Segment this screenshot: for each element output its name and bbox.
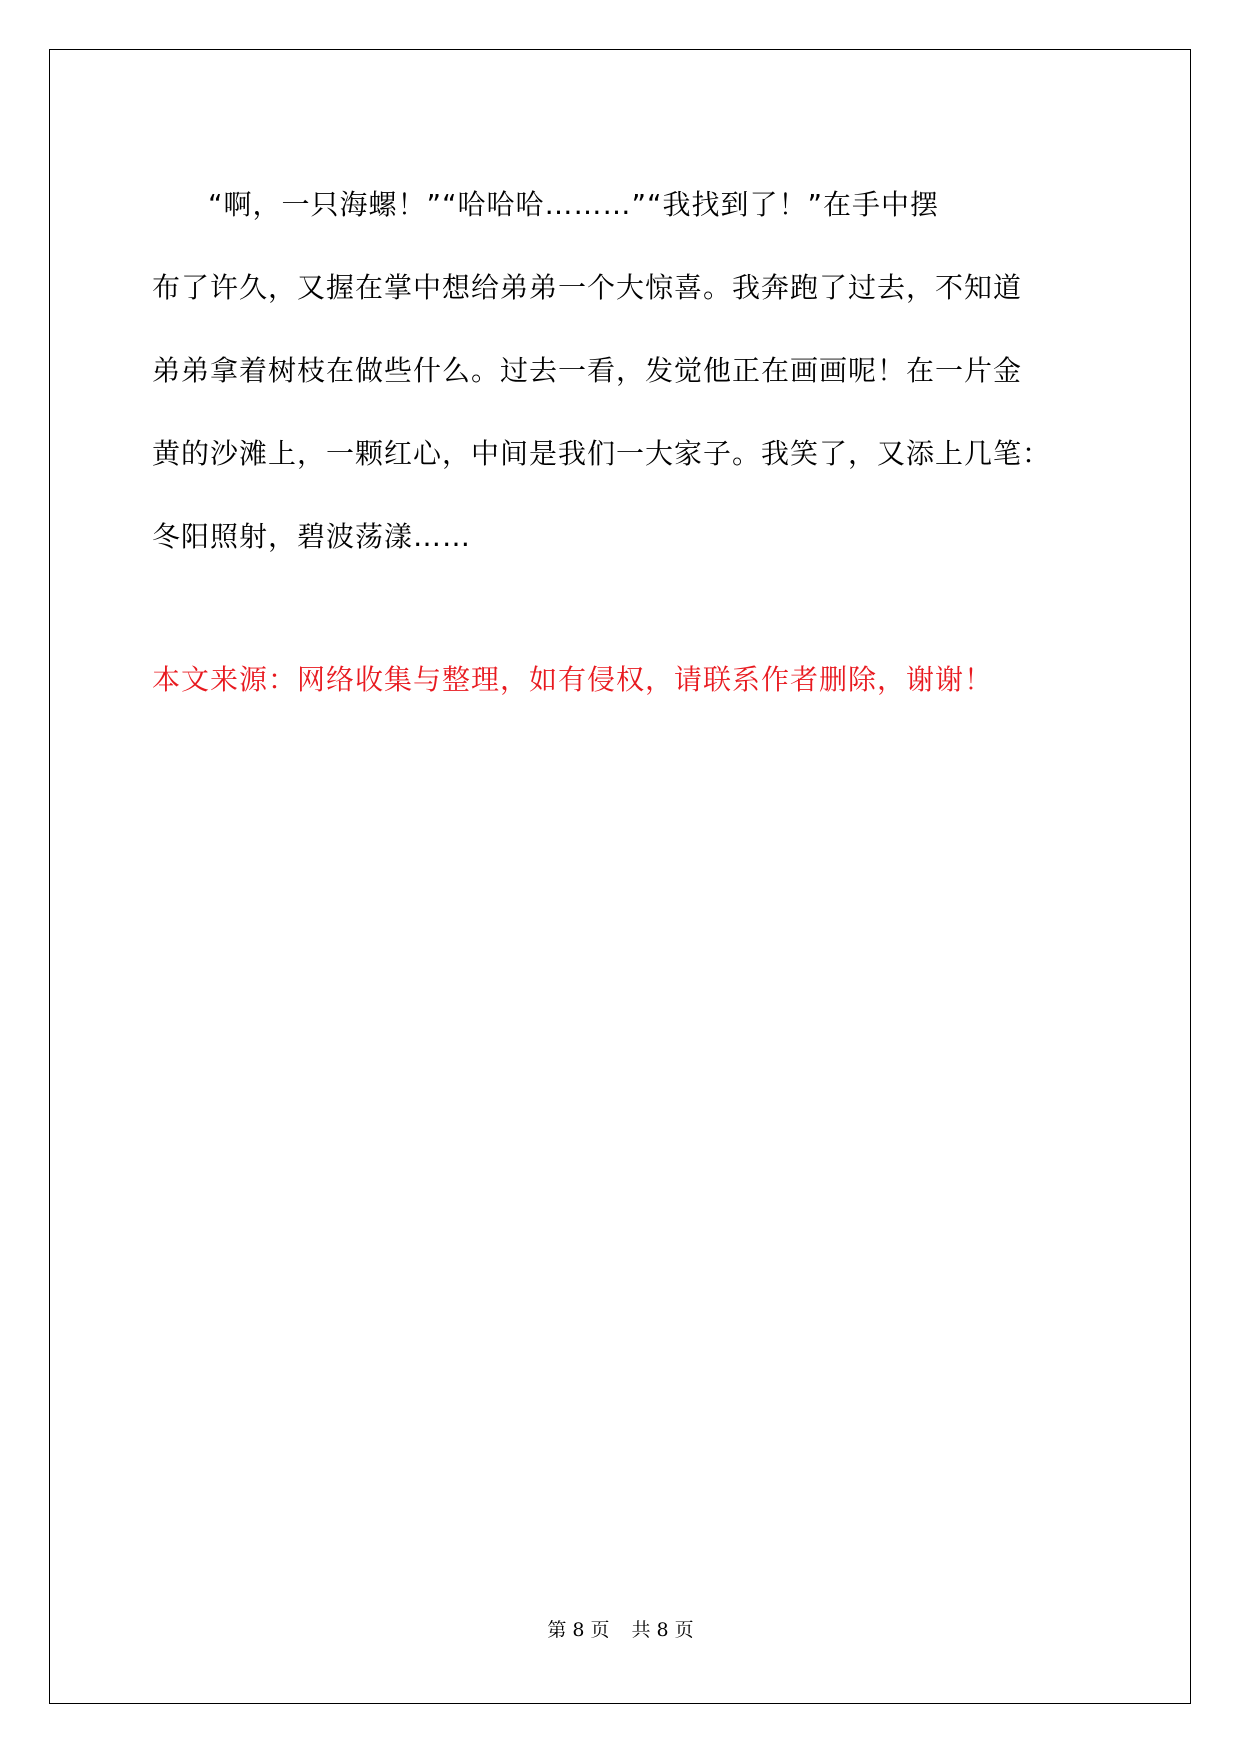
paragraph-line: “啊，一只海螺！”“哈哈哈………”“我找到了！”在手中摆: [208, 188, 940, 221]
paragraph-line: 弟弟拿着树枝在做些什么。过去一看，发觉他正在画画呢！在一片金: [152, 354, 1023, 387]
paragraph-line: 黄的沙滩上，一颗红心，中间是我们一大家子。我笑了，又添上几笔：: [152, 437, 1052, 470]
body-paragraph: [152, 163, 1092, 578]
page-footer: [0, 1618, 1241, 1642]
page-total: 共 8 页: [631, 1619, 694, 1641]
page-number: 第 8 页: [547, 1619, 610, 1641]
paragraph-line: 布了许久，又握在掌中想给弟弟一个大惊喜。我奔跑了过去，不知道: [152, 271, 1023, 304]
source-note: 本文来源：网络收集与整理，如有侵权，请联系作者删除，谢谢！: [152, 663, 994, 696]
paragraph-line: 冬阳照射，碧波荡漾……: [152, 520, 472, 553]
